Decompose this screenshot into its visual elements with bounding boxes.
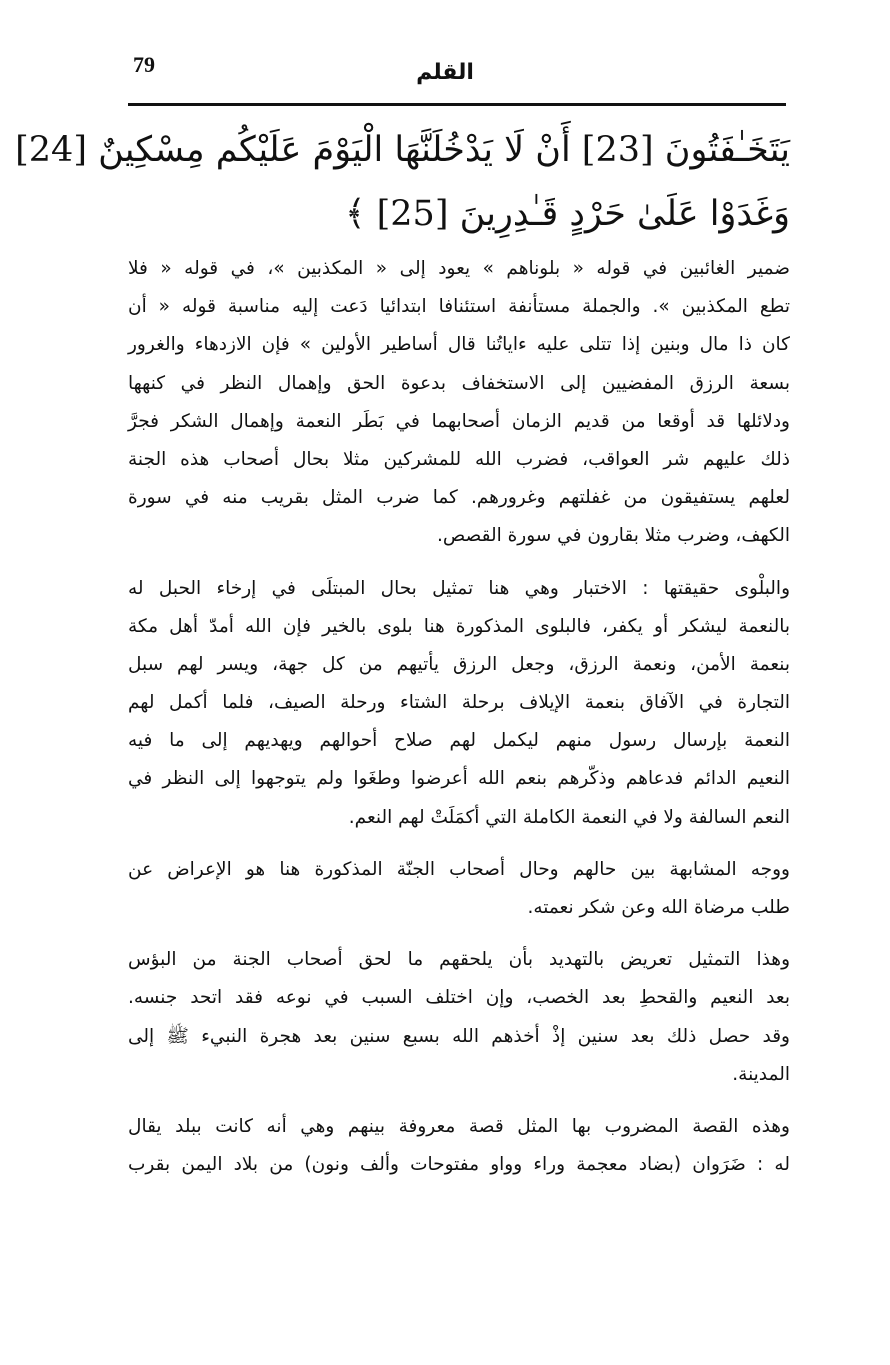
text-line: تطع المكذبين ». والجملة مستأنفة استئنافا ابتدائيا دَعت إليه مناسبة قوله « أن: [128, 296, 790, 318]
text-line: بعد النعيم والقحطِ بعد الخصب، وإن اختلف السبب في نوعه فقد اتحد جنسه.: [128, 987, 790, 1009]
verse-line: وَغَدَوْا عَلَىٰ حَرْدٍ قَـٰدِرِينَ [25] ﴾: [344, 194, 790, 234]
page-number: 79: [133, 52, 155, 77]
text-line: وهذه القصة المضروب بها المثل قصة معروفة بينهم وهي أنه كانت ببلد يقال: [128, 1115, 790, 1137]
paragraph: [128, 941, 790, 1094]
text-line: بالنعمة ليشكر أو يكفر، فالبلوى المذكورة هنا بلوى بالخير فإن الله أمدّ أهل مكة: [128, 615, 790, 637]
text-line: له : ضَرَوان (بضاد معجمة وراء وواو مفتوحات وألف ونون) من بلاد اليمن بقرب: [128, 1154, 790, 1176]
text-line: بنعمة الأمن، ونعمة الرزق، وجعل الرزق يأتيهم من كل جهة، ويسر لهم سبل: [128, 653, 790, 675]
paragraph: [128, 570, 790, 837]
paragraph: [128, 250, 790, 556]
header-rule: [128, 103, 786, 106]
text-line: المدينة.: [732, 1063, 790, 1085]
verse-line: يَتَخَـٰفَتُونَ [23] أَنْ لَا يَدْخُلَنَّهَا الْيَوْمَ عَلَيْكُم مِسْكِينٌ [24]: [15, 130, 790, 170]
commentary-body: [128, 250, 790, 1198]
text-line: وقد حصل ذلك بعد سنين إذْ أخذهم الله بسبع سنين بعد هجرة النبيء ﷺ إلى: [128, 1025, 790, 1047]
text-line: كان ذا مال وبنين إذا تتلى عليه ءاياتُنا قال أساطير الأولين » فإن الازدهاء والغرور: [128, 334, 790, 356]
text-line: ووجه المشابهة بين حالهم وحال أصحاب الجنّة المذكورة هنا هو الإعراض عن: [128, 858, 790, 880]
text-line: بسعة الرزق المفضيين إلى الاستخفاف بدعوة الحق وإهمال النظر في كنهها: [128, 372, 790, 394]
text-line: ذلك عليهم شر العواقب، فضرب الله للمشركين مثلا بحال أصحاب هذه الجنة: [128, 448, 790, 470]
quran-verse-block: [15, 118, 790, 246]
text-line: التجارة في الآفاق بنعمة الإيلاف برحلة الشتاء ورحلة الصيف، فلما أكمل لهم: [128, 692, 790, 714]
paragraph: [128, 851, 790, 927]
text-line: النعيم الدائم فدعاهم وذكّرهم بنعم الله أعرضوا وطغَوا ولم يتوجهوا إلى النظر في: [128, 768, 790, 790]
text-line: ودلائلها قد أوقعا من قديم الزمان أصحابهما في بَطَر النعمة وإهمال الشكر فجرَّ: [128, 410, 790, 432]
text-line: طلب مرضاة الله وعن شكر نعمته.: [527, 897, 790, 918]
text-line: النعم السالفة ولا في النعمة الكاملة التي أكمَلَتْ لهم النعم.: [348, 806, 790, 828]
text-line: الكهف، وضرب مثلا بقارون في سورة القصص.: [437, 525, 790, 547]
text-line: ضمير الغائبين في قوله « بلوناهم » يعود إلى « المكذبين »، في قوله « فلا: [128, 258, 790, 279]
text-line: والبلْوى حقيقتها : الاختبار وهي هنا تمثيل بحال المبتلَى في إرخاء الحبل له: [128, 577, 790, 599]
text-line: النعمة بإرسال رسول منهم ليكمل لهم صلاح أحوالهم ويهديهم إلى ما فيه: [128, 730, 790, 752]
text-line: وهذا التمثيل تعريض بالتهديد بأن يلحقهم ما لحق أصحاب الجنة من البؤس: [128, 949, 790, 971]
text-line: لعلهم يستفيقون من غفلتهم وغرورهم. كما ضرب المثل بقريب منه في سورة: [128, 487, 790, 509]
running-title: القلم: [416, 60, 474, 85]
paragraph: [128, 1108, 790, 1184]
